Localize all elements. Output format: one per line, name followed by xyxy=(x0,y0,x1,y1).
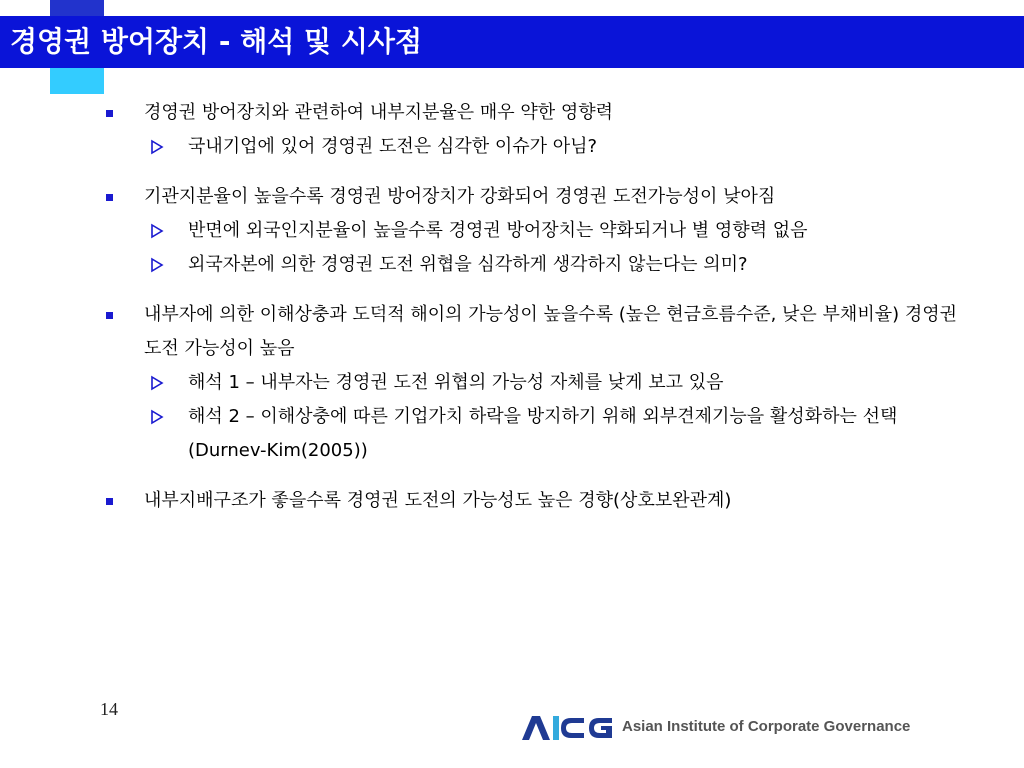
sub-bullet-item xyxy=(100,400,980,468)
square-bullet-icon xyxy=(106,498,113,505)
bullet-item xyxy=(100,298,980,366)
sub-bullet-text: 해석 1 – 내부자는 경영권 도전 위협의 가능성 자체를 낮게 보고 있음 xyxy=(188,372,724,393)
sub-bullet-text: 해석 2 – 이해상충에 따른 기업가치 하락을 방지하기 위해 외부견제기능을 활성화하는 선택 (Durnev-Kim(2005)) xyxy=(188,406,898,461)
sub-bullet-text: 반면에 외국인지분율이 높을수록 경영권 방어장치는 약화되거나 별 영향력 없음 xyxy=(188,220,808,241)
bullet-text: 경영권 방어장치와 관련하여 내부지분율은 매우 약한 영향력 xyxy=(144,102,614,123)
arrow-bullet-icon xyxy=(150,248,178,282)
square-bullet-icon xyxy=(106,312,113,319)
sub-bullet-text: 외국자본에 의한 경영권 도전 위협을 심각하게 생각하지 않는다는 의미? xyxy=(188,254,748,275)
bullet-item xyxy=(100,180,980,214)
page-number: 14 xyxy=(100,699,118,719)
logo-org-name: Asian Institute of Corporate Governance xyxy=(622,718,911,735)
slide-title: 경영권 방어장치 - 해석 및 시사점 xyxy=(10,25,422,58)
sub-bullet-item xyxy=(100,130,980,164)
decorative-square-cyan xyxy=(50,68,104,94)
arrow-bullet-icon xyxy=(150,214,178,248)
sub-bullet-item xyxy=(100,248,980,282)
arrow-bullet-icon xyxy=(150,130,178,164)
square-bullet-icon xyxy=(106,194,113,201)
sub-bullet-text: 국내기업에 있어 경영권 도전은 심각한 이슈가 아님? xyxy=(188,136,598,157)
square-bullet-icon xyxy=(106,110,113,117)
sub-bullet-item xyxy=(100,214,980,248)
aicg-logo-mark xyxy=(520,710,616,746)
bullet-text: 기관지분율이 높을수록 경영권 방어장치가 강화되어 경영권 도전가능성이 낮아짐 xyxy=(144,186,776,207)
bullet-text: 내부자에 의한 이해상충과 도덕적 해이의 가능성이 높을수록 (높은 현금흐름수준, 낮은 부채비율) 경영권 도전 가능성이 높음 xyxy=(144,304,957,359)
arrow-bullet-icon xyxy=(150,366,178,400)
decorative-square-top xyxy=(50,0,104,16)
arrow-bullet-icon xyxy=(150,400,178,434)
title-bar xyxy=(0,16,1024,68)
sub-bullet-item xyxy=(100,366,980,400)
bullet-item xyxy=(100,484,980,518)
slide-content xyxy=(100,96,980,518)
bullet-item xyxy=(100,96,980,130)
bullet-text: 내부지배구조가 좋을수록 경영권 도전의 가능성도 높은 경향(상호보완관계) xyxy=(144,490,732,511)
aicg-logo xyxy=(520,710,911,746)
